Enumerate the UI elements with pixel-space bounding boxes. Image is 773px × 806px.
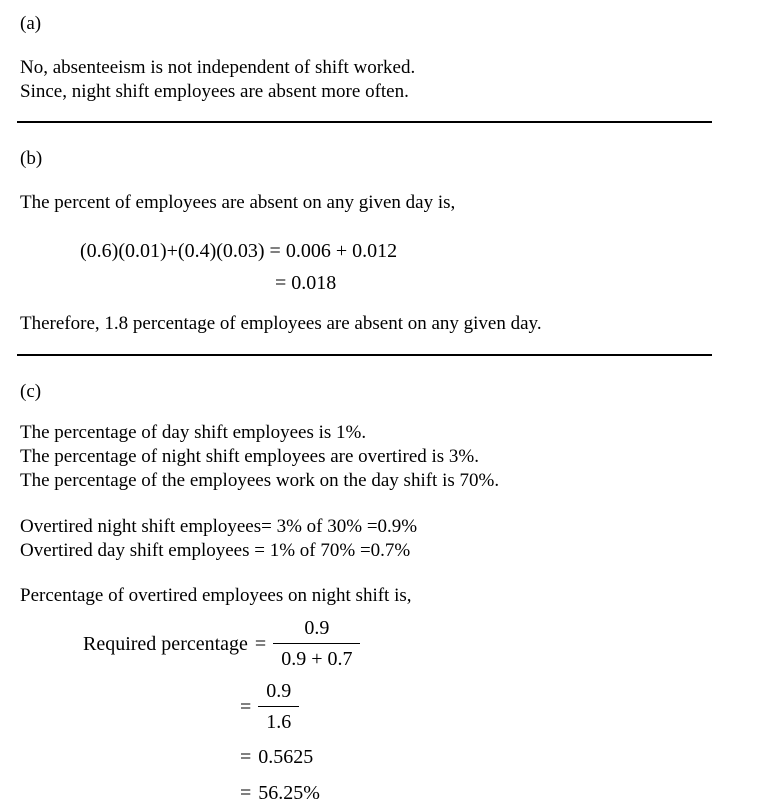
section-a-label: (a) xyxy=(20,13,42,34)
section-a-line-1: No, absenteeism is not independent of shift worked. xyxy=(20,57,416,78)
section-divider xyxy=(17,354,712,356)
section-b-intro: The percent of employees are absent on any given day is, xyxy=(20,192,456,213)
section-c-intro: Percentage of overtired employees on night shift is, xyxy=(20,585,412,606)
section-c-facts xyxy=(20,421,733,493)
equals-sign: = xyxy=(254,632,267,655)
fraction-denominator: 1.6 xyxy=(266,711,292,733)
equals-sign: = xyxy=(240,746,252,768)
equation-line-1: (0.6)(0.01)+(0.4)(0.03) = 0.006 + 0.012 xyxy=(80,240,398,262)
section-divider xyxy=(17,121,712,123)
equation-line-2 xyxy=(275,267,733,299)
section-b-label: (b) xyxy=(20,148,43,169)
section-a-paragraph xyxy=(20,56,733,104)
fraction-denominator: 0.9 + 0.7 xyxy=(281,648,353,670)
equals-sign: = xyxy=(275,272,287,294)
equation-result: 0.5625 xyxy=(258,746,314,768)
section-c-equation xyxy=(20,616,733,806)
equation-step-4 xyxy=(240,780,733,806)
computation-line-1: Overtired night shift employees= 3% of 30% =0.9% xyxy=(20,516,418,537)
equation-step-2 xyxy=(240,679,733,734)
fact-line-1: The percentage of day shift employees is 1%. xyxy=(20,422,367,443)
section-a-line-2: Since, night shift employees are absent more often. xyxy=(20,81,409,102)
computation-line-2: Overtired day shift employees = 1% of 70% =0.7% xyxy=(20,540,411,561)
equation-step-3 xyxy=(240,744,733,770)
equation-result: 56.25% xyxy=(258,782,320,804)
section-c-computations xyxy=(20,515,733,563)
section-b-equation xyxy=(20,235,733,299)
fact-line-3: The percentage of the employees work on the day shift is 70%. xyxy=(20,470,500,491)
equals-sign: = xyxy=(240,695,252,718)
fraction-numerator: 0.9 xyxy=(258,679,299,707)
fact-line-2: The percentage of night shift employees are overtired is 3%. xyxy=(20,446,479,467)
equation-result: 0.018 xyxy=(291,272,337,294)
equation-lhs: Required percentage xyxy=(83,632,248,655)
equals-sign: = xyxy=(240,782,252,804)
fraction-numerator: 0.9 xyxy=(273,616,360,644)
section-b-conclusion: Therefore, 1.8 percentage of employees are absent on any given day. xyxy=(20,313,542,334)
section-c-label: (c) xyxy=(20,381,42,402)
equation-step-1 xyxy=(83,616,733,671)
fraction xyxy=(273,616,360,671)
fraction xyxy=(258,679,299,734)
